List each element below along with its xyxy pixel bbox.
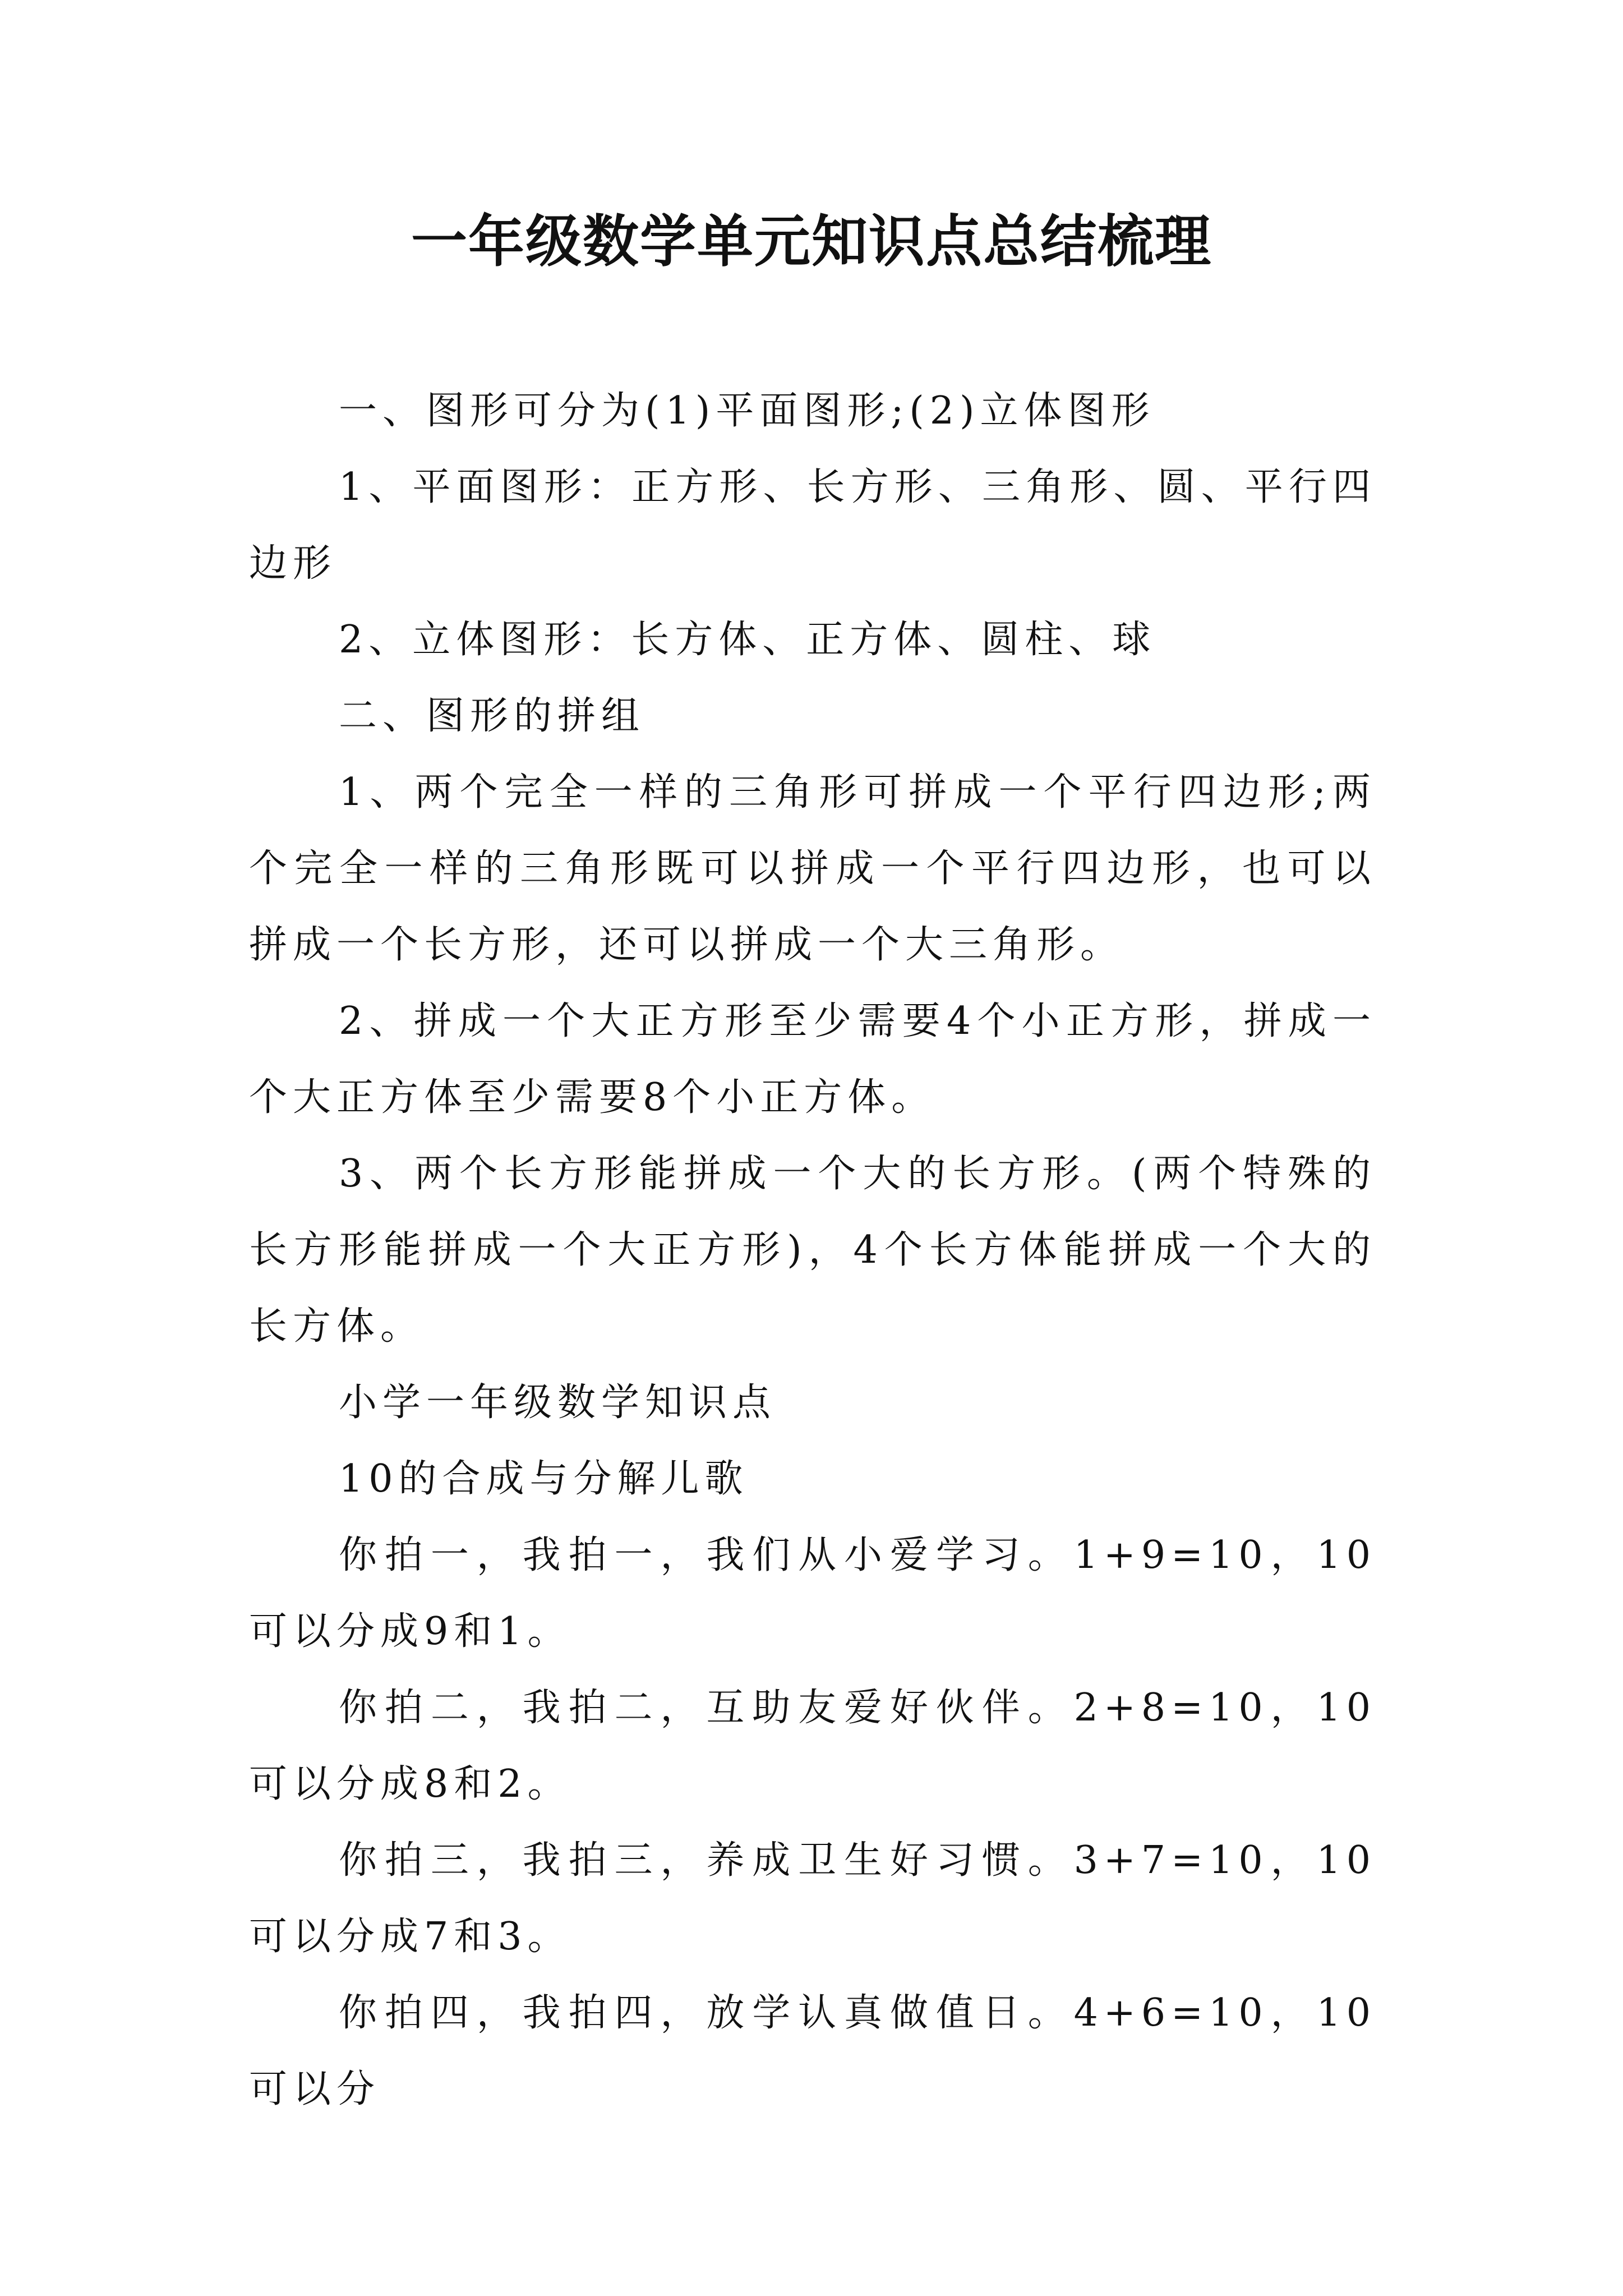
paragraph-shape-categories: 一、图形可分为(1)平面图形;(2)立体图形 xyxy=(339,389,1155,433)
paragraph-shape-combination-heading: 二、图形的拼组 xyxy=(339,694,645,738)
paragraph-rhyme-one: 你拍一，我拍一，我们从小爱学习。1+9=10，10可以分成9和1。 xyxy=(249,1533,1376,1654)
paragraph-rhyme-four: 你拍四，我拍四，放学认真做值日。4+6=10，10可以分 xyxy=(249,1991,1376,2111)
document-title: 一年级数学单元知识点总结梳理 xyxy=(411,208,1212,274)
paragraph-rhyme-three: 你拍三，我拍三，养成卫生好习惯。3+7=10，10可以分成7和3。 xyxy=(249,1838,1376,1959)
paragraph-plane-shapes: 1、平面图形：正方形、长方形、三角形、圆、平行四边形 xyxy=(249,465,1376,586)
paragraph-square-combination: 2、拼成一个大正方形至少需要4个小正方形，拼成一个大正方体至少需要8个小正方体。 xyxy=(249,999,1376,1120)
paragraph-solid-shapes: 2、立体图形：长方体、正方体、圆柱、球 xyxy=(339,618,1156,662)
paragraph-grade-one-points: 小学一年级数学知识点 xyxy=(339,1381,777,1425)
paragraph-rectangle-combination: 3、两个长方形能拼成一个大的长方形。(两个特殊的长方形能拼成一个大正方形)，4个长方体能拼成一个大的长方体。 xyxy=(249,1152,1376,1349)
paragraph-ten-composition-rhyme: 10的合成与分解儿歌 xyxy=(339,1457,749,1501)
paragraph-triangle-combination: 1、两个完全一样的三角形可拼成一个平行四边形;两个完全一样的三角形既可以拼成一个平行四边形，也可以拼成一个长方形，还可以拼成一个大三角形。 xyxy=(249,770,1376,967)
document-body xyxy=(249,373,1376,2128)
paragraph-rhyme-two: 你拍二，我拍二，互助友爱好伙伴。2+8=10，10可以分成8和2。 xyxy=(249,1686,1376,1806)
